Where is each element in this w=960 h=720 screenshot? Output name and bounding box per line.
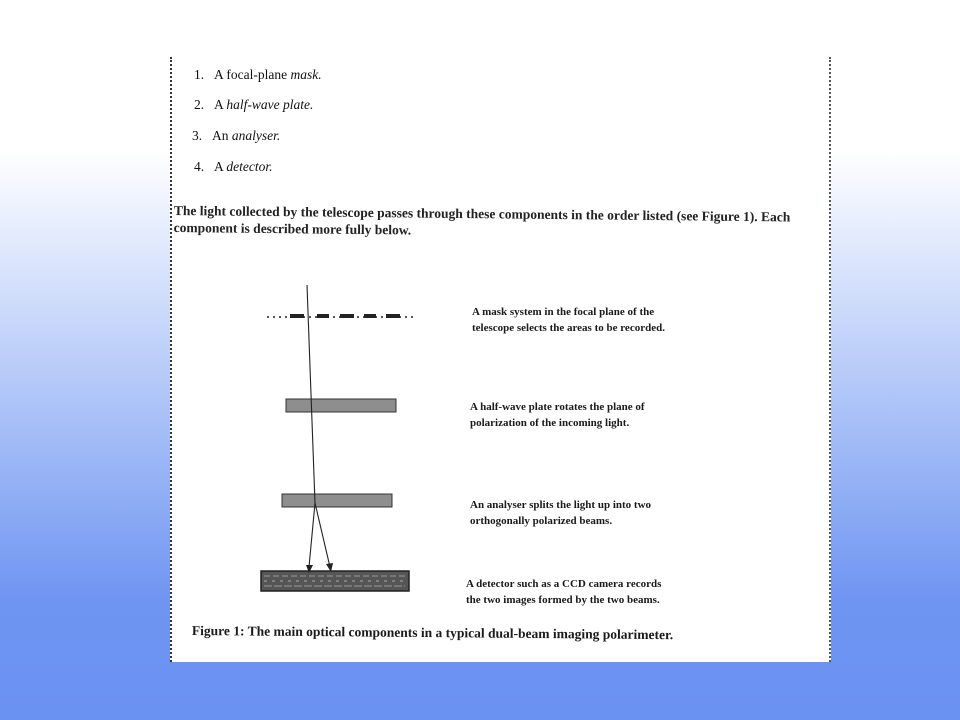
list-item-2: 2. A half-wave plate. <box>194 97 314 112</box>
figure-caption: Figure 1: The main optical components in a typical dual-beam imaging polarimeter. <box>191 623 674 643</box>
intro-paragraph: The light collected by the telescope passes through these components in the order listed (see Figure 1). Each component is described more fully below. <box>173 202 791 238</box>
list-item-1: 1. A focal-plane mask. <box>194 67 322 82</box>
analyser-description: An analyser splits the light up into two orthogonally polarized beams. <box>470 499 652 527</box>
mask-description: A mask system in the focal plane of the telescope selects the areas to be recorded. <box>472 306 665 334</box>
focal-plane-mask <box>267 314 417 318</box>
scanned-page <box>170 57 831 662</box>
half-wave-plate-description: A half-wave plate rotates the plane of polarization of the incoming light. <box>470 401 645 429</box>
detector-description: A detector such as a CCD camera records the two images formed by the two beams. <box>466 578 662 606</box>
analyser <box>282 494 392 507</box>
optics-diagram <box>172 57 829 662</box>
list-item-4: 4. A detector. <box>194 159 273 174</box>
list-item-3: 3. An analyser. <box>192 128 281 143</box>
half-wave-plate <box>286 399 396 412</box>
detector <box>261 571 409 591</box>
light-beam <box>306 285 333 573</box>
